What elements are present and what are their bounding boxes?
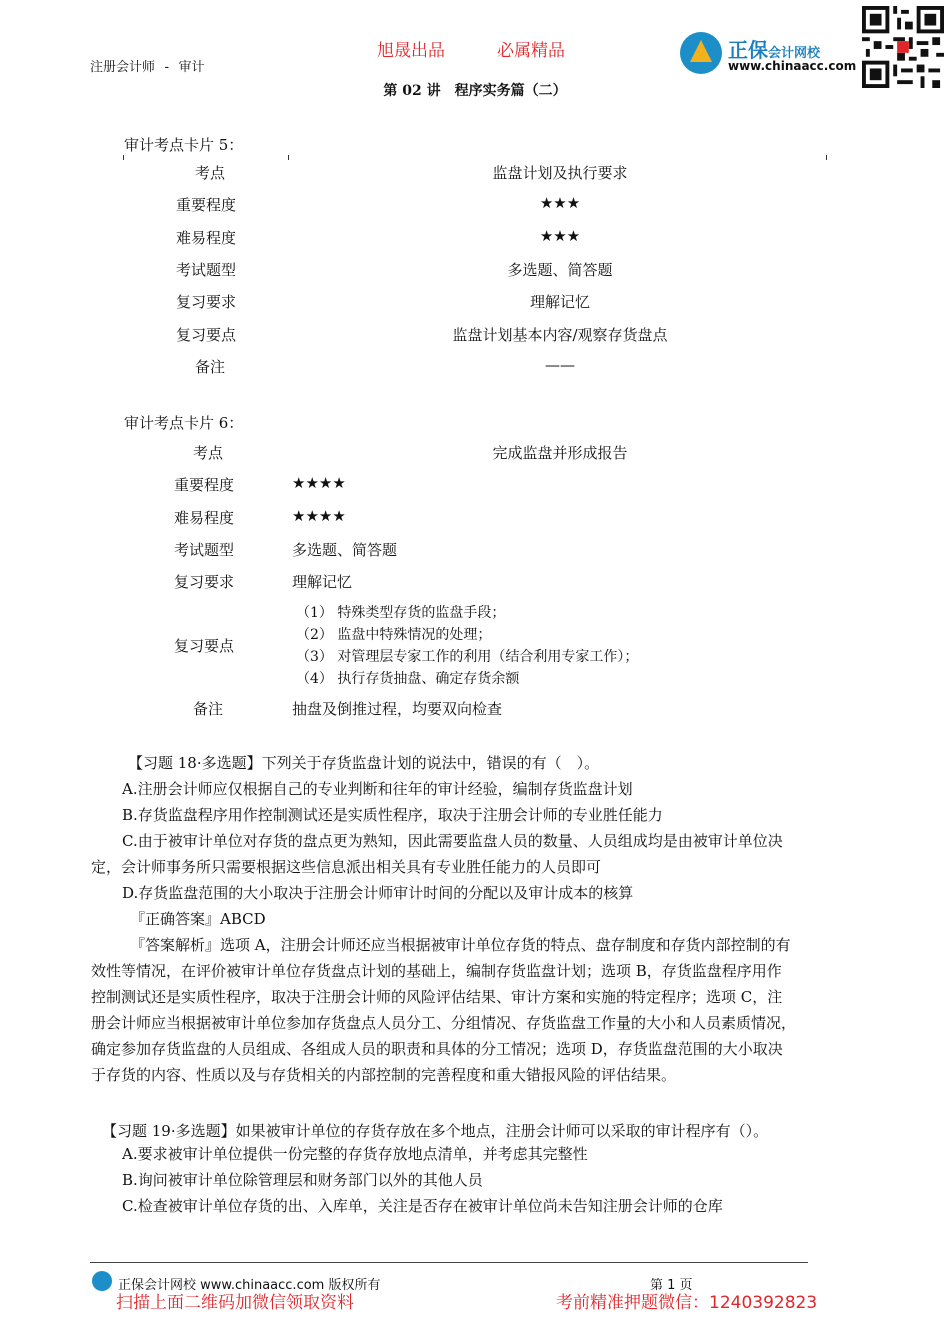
q19-option-a: A.要求被审计单位提供一份完整的存货存放地点清单，并考虑其完整性 <box>122 1145 588 1163</box>
q18-explanation: 控制测试还是实质性程序，取决于注册会计师的风险评估结果、审计方案和实施的特定程序；选项 C，注 <box>91 988 783 1006</box>
card6-label-keypoints: 复习要点 <box>173 637 234 655</box>
table-border-tick <box>288 155 289 160</box>
card6-value-requirement: 理解记忆 <box>292 573 353 591</box>
card6-keypoint-item: （4） 执行存货抽盘、确定存货余额 <box>296 671 520 687</box>
footer-divider <box>90 1262 808 1263</box>
qr-code-icon <box>862 6 944 88</box>
card5-value-keypoints: 监盘计划基本内容/观察存货盘点 <box>452 326 668 344</box>
card6-title: 审计考点卡片 6： <box>124 414 244 432</box>
card5-value-note: —— <box>545 356 575 374</box>
card6-value-note: 抽盘及倒推过程，均要双向检查 <box>292 700 503 718</box>
q19-heading: 【习题 19·多选题】如果被审计单位的存货存放在多个地点，注册会计师可以采取的审计程序有（）。 <box>102 1122 769 1140</box>
footer-logo-icon <box>92 1271 112 1291</box>
card5-label-point: 考点 <box>194 164 225 182</box>
card6-keypoint-item: （1） 特殊类型存货的监盘手段； <box>296 605 506 621</box>
q18-option-d: D.存货监盘范围的大小取决于注册会计师审计时间的分配以及审计成本的核算 <box>122 884 634 902</box>
card6-label-type: 考试题型 <box>173 541 234 559</box>
card6-value-point: 完成监盘并形成报告 <box>492 444 628 462</box>
promo-right: 必属精品 <box>497 41 565 61</box>
q18-option-b: B.存货监盘程序用作控制测试还是实质性程序，取决于注册会计师的专业胜任能力 <box>122 806 663 824</box>
card6-value-difficulty: ★★★★ <box>292 507 346 525</box>
q18-option-c-cont: 定，会计师事务所只需要根据这些信息派出相关具有专业胜任能力的人员即可 <box>91 858 602 876</box>
logo-icon <box>680 32 722 74</box>
q19-option-c: C.检查被审计单位存货的出、入库单，关注是否存在被审计单位尚未告知注册会计师的仓库 <box>122 1197 723 1215</box>
chinaacc-logo <box>680 32 860 82</box>
card6-label-note: 备注 <box>192 700 223 718</box>
q18-heading: 【习题 18·多选题】下列关于存货监盘计划的说法中，错误的有（ ）。 <box>128 754 600 772</box>
card5-label-keypoints: 复习要点 <box>175 326 236 344</box>
course-name: 注册会计师 - 审计 <box>90 60 205 75</box>
card5-value-difficulty: ★★★ <box>539 227 581 245</box>
footer-copyright: 正保会计网校 www.chinaacc.com 版权所有 <box>118 1278 381 1293</box>
card5-label-requirement: 复习要求 <box>175 293 236 311</box>
card6-label-requirement: 复习要求 <box>173 573 234 591</box>
q19-option-b: B.询问被审计单位除管理层和财务部门以外的其他人员 <box>122 1171 483 1189</box>
card6-keypoint-item: （3） 对管理层专家工作的利用（结合利用专家工作）； <box>296 649 639 665</box>
card5-label-note: 备注 <box>194 358 225 376</box>
q18-explanation: 于存货的内容、性质以及与存货相关的内部控制的完善程度和重大错报风险的评估结果。 <box>91 1066 677 1084</box>
banner-right: 考前精准押题微信：1240392823 <box>556 1293 818 1313</box>
card5-label-type: 考试题型 <box>175 261 236 279</box>
table-border-tick <box>123 155 124 160</box>
card5-value-importance: ★★★ <box>539 194 581 212</box>
card5-title: 审计考点卡片 5： <box>124 136 244 154</box>
q18-explanation: 『答案解析』选项 A，注册会计师还应当根据被审计单位存货的特点、盘存制度和存货内部控制的有 <box>130 936 791 954</box>
q18-option-c: C.由于被审计单位对存货的盘点更为熟知，因此需要监盘人员的数量、人员组成均是由被审计单位决 <box>122 832 783 850</box>
card5-value-type: 多选题、简答题 <box>507 261 613 279</box>
q18-answer: 『正确答案』ABCD <box>130 910 266 928</box>
card5-label-difficulty: 难易程度 <box>175 229 236 247</box>
q18-explanation: 效性等情况，在评价被审计单位存货盘点计划的基础上，编制存货监盘计划；选项 B，存货监盘程序用作 <box>91 962 782 980</box>
card6-label-point: 考点 <box>192 444 223 462</box>
q18-explanation: 册会计师应当根据被审计单位参加存货盘点人员分工、分组情况、存货监盘工作量的大小和人员素质情况， <box>91 1014 797 1032</box>
card5-value-requirement: 理解记忆 <box>529 293 590 311</box>
lecture-title: 第 02 讲 程序实务篇（二） <box>383 83 567 99</box>
card6-value-importance: ★★★★ <box>292 474 346 492</box>
logo-sub: 会计网校 <box>768 46 821 61</box>
card5-value-point: 监盘计划及执行要求 <box>492 164 628 182</box>
card5-label-importance: 重要程度 <box>175 196 236 214</box>
promo-left: 旭晟出品 <box>377 41 445 61</box>
card6-label-difficulty: 难易程度 <box>173 509 234 527</box>
banner-left: 扫描上面二维码加微信领取资料 <box>116 1293 354 1313</box>
q18-option-a: A.注册会计师应仅根据自己的专业判断和往年的审计经验，编制存货监盘计划 <box>122 780 633 798</box>
page-number: 第 1 页 <box>650 1278 693 1293</box>
table-border-tick <box>826 155 827 160</box>
q18-explanation: 确定参加存货监盘的人员组成、各组成人员的职责和具体的分工情况；选项 D，存货监盘范围的大小取决 <box>91 1040 783 1058</box>
card6-label-importance: 重要程度 <box>173 476 234 494</box>
card6-value-type: 多选题、简答题 <box>292 541 398 559</box>
logo-url: www.chinaacc.com <box>728 59 857 73</box>
card6-keypoint-item: （2） 监盘中特殊情况的处理； <box>296 627 492 643</box>
logo-name: 正保 <box>728 38 768 62</box>
